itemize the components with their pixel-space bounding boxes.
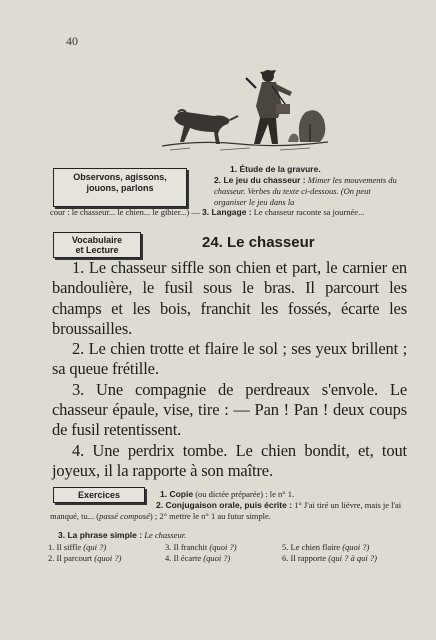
phrase-item-text: 5. Le chien flaire — [282, 542, 341, 552]
reading-paragraph: 3. Une compagnie de perdreaux s'envole. Le chasseur épaule, vise, tire : — Pan ! Pan ! deux coups de fusil retentissent. — [52, 379, 407, 440]
phrase-item-text: 3. Il franchit — [165, 542, 208, 552]
exercises-box: Exercices — [53, 487, 145, 503]
study-item-2-continuation: cour : le chasseur... le chien... le gibier...) — — [50, 207, 200, 217]
phrase-item — [282, 542, 414, 553]
study-item-3-text: Le chasseur raconte sa journée... — [253, 207, 365, 217]
vocab-box-line: Vocabulaire — [71, 235, 123, 245]
study-item-3-label: 3. Langage : — [202, 207, 252, 217]
observe-box — [53, 168, 187, 207]
phrase-item-hint: (qui ?) — [83, 542, 107, 552]
phrase-item-text: 6. Il rapporte — [282, 553, 327, 563]
study-item-2 — [214, 175, 404, 208]
exercise-3-text: Le chasseur. — [144, 530, 187, 540]
phrase-item — [48, 542, 165, 553]
exercise-1-text: (ou dictée préparée) : le n° 1. — [195, 489, 295, 499]
exercise-3 — [58, 530, 186, 541]
phrase-item-hint: (qui ? à qui ?) — [328, 553, 377, 563]
reading-text — [52, 258, 407, 481]
phrase-item — [165, 542, 282, 553]
exercise-2 — [50, 500, 408, 521]
phrase-item-hint: (quoi ?) — [203, 553, 231, 563]
phrase-item — [48, 553, 165, 564]
lesson-title: 24. Le chasseur — [202, 234, 315, 251]
phrase-item-text: 4. Il écarte — [165, 553, 202, 563]
exercise-3-label: 3. La phrase simple : — [58, 530, 143, 540]
study-item-2-label: 2. Le jeu du chasseur : — [214, 175, 306, 185]
reading-paragraph: 2. Le chien trotte et flaire le sol ; ses yeux brillent ; sa queue frétille. — [52, 339, 407, 379]
phrase-item-hint: (quoi ?) — [342, 542, 370, 552]
page-number: 40 — [66, 34, 78, 48]
phrase-item-text: 2. Il parcourt — [48, 553, 93, 563]
study-item-3 — [50, 207, 406, 218]
study-item-2-text: Mimer les mouvements du chasseur. Verbes du texte ci-dessous. (On peut organiser le jeu dans la — [214, 175, 397, 207]
exercise-2-label: 2. Conjugaison orale, puis écrite : — [156, 500, 293, 510]
observe-box-line: Observons, agissons, — [73, 172, 167, 182]
exercise-2-text: 1° J'ai tiré un lièvre, mais je l'ai manqué, tu... ( — [50, 500, 402, 521]
exercise-2-text-end: ) ; 2° mettre le n° 1 au futur simple. — [149, 510, 271, 521]
reading-paragraph: 1. Le chasseur siffle son chien et part, le carnier en bandoulière, le fusil sous le bras. Il parcourt les champs et les bois, franchit les fossés, écarte les broussailles. — [52, 258, 407, 338]
reading-paragraph: 4. Une perdrix tombe. Le chien bondit, et, tout joyeux, il la rapporte à son maître. — [52, 440, 407, 480]
observe-box-line: jouons, parlons — [86, 183, 154, 193]
phrase-item-text: 1. Il siffle — [48, 542, 82, 552]
exercise-2-italic: passé composé — [99, 510, 150, 521]
exercise-1 — [160, 489, 294, 500]
vocab-box-line: et Lecture — [75, 245, 119, 255]
study-item-1: 1. Étude de la gravure. — [230, 164, 321, 174]
phrase-item-hint: (quoi ?) — [94, 553, 122, 563]
phrase-item — [165, 553, 282, 564]
exercise-1-label: 1. Copie — [160, 489, 194, 499]
hunter-with-dog-illustration — [160, 62, 330, 154]
vocab-box — [53, 232, 141, 258]
phrase-item-hint: (quoi ?) — [209, 542, 237, 552]
phrase-item — [282, 553, 414, 564]
phrase-items-grid — [48, 542, 414, 564]
